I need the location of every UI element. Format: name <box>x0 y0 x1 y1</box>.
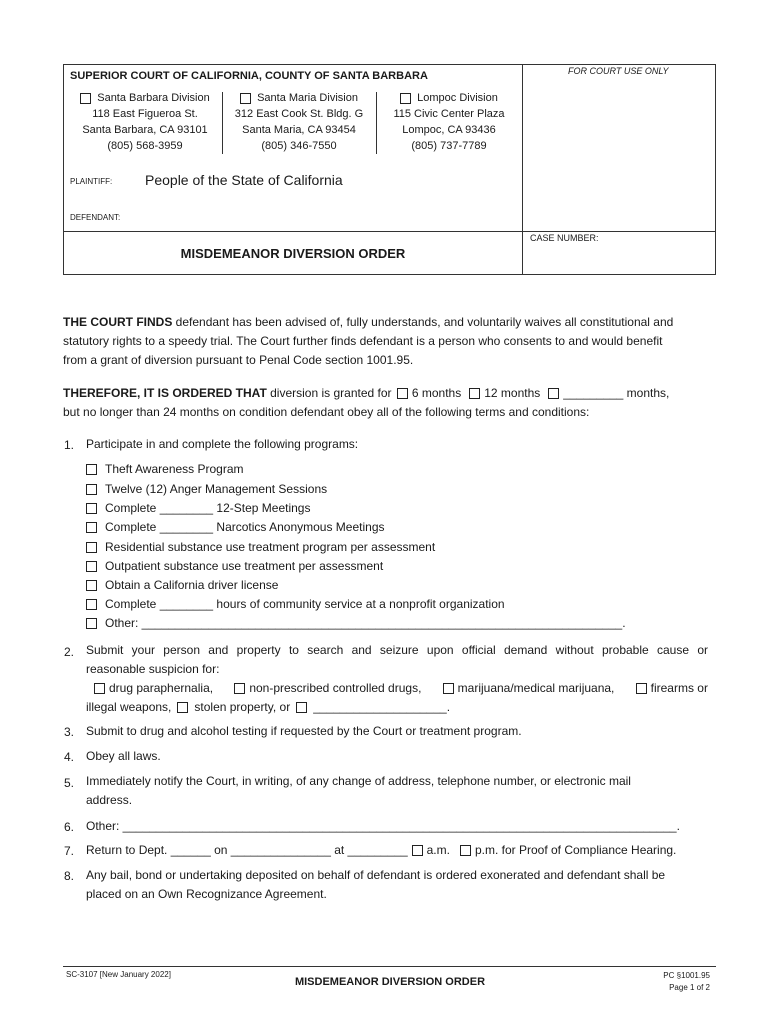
condition-4-text: Obey all laws. <box>86 749 161 763</box>
other-search-checkbox[interactable] <box>296 702 307 713</box>
program-checkbox[interactable] <box>86 542 97 553</box>
court-use-divider <box>522 64 523 275</box>
case-number-field[interactable] <box>530 246 710 270</box>
condition-1-number: 1. <box>64 438 75 452</box>
program-checkbox[interactable] <box>86 561 97 572</box>
program-checkbox[interactable] <box>86 618 97 629</box>
program-checkbox[interactable] <box>86 599 97 610</box>
court-title: SUPERIOR COURT OF CALIFORNIA, COUNTY OF SANTA BARBARA <box>70 70 428 82</box>
program-outpatient-treatment: Outpatient substance use treatment per assessment <box>86 559 383 573</box>
program-anger-management: Twelve (12) Anger Management Sessions <box>86 482 327 496</box>
santa-barbara-checkbox[interactable] <box>80 93 91 104</box>
six-months-checkbox[interactable] <box>397 388 408 399</box>
form-title: MISDEMEANOR DIVERSION ORDER <box>180 246 406 261</box>
condition-7-text: Return to Dept. ______ on _______________ at _________ a.m. p.m. for Proof of Compliance Hearing. <box>86 843 677 857</box>
case-number-label: CASE NUMBER: <box>530 233 599 243</box>
controlled-drugs-checkbox[interactable] <box>234 683 245 694</box>
court-use-label: FOR COURT USE ONLY <box>568 66 669 76</box>
program-checkbox[interactable] <box>86 464 97 475</box>
marijuana-checkbox[interactable] <box>443 683 454 694</box>
header-line <box>63 64 523 65</box>
custom-months-checkbox[interactable] <box>548 388 559 399</box>
division-divider-1 <box>222 92 223 154</box>
title-row-divider <box>63 231 716 232</box>
plaintiff-label: PLAINTIFF: <box>70 177 113 186</box>
program-checkbox[interactable] <box>86 522 97 533</box>
condition-2-number: 2. <box>64 645 75 659</box>
findings-paragraph: THE COURT FINDS defendant has been advised of, fully understands, and voluntarily waives all constitutional and statutory rights to a speedy trial. The Court further finds defendant is a person who consents to and would benefit from a grant of diversion pursuant to Penal Code section 1001.95. <box>63 315 674 367</box>
am-checkbox[interactable] <box>412 845 423 856</box>
program-12-step: Complete ________ 12-Step Meetings <box>86 501 310 515</box>
program-checkbox[interactable] <box>86 484 97 495</box>
program-checkbox[interactable] <box>86 580 97 591</box>
twelve-months-checkbox[interactable] <box>469 388 480 399</box>
santa-maria-checkbox[interactable] <box>240 93 251 104</box>
condition-2-text: Submit your person and property to search and seizure upon official demand without probable cause or reasonable suspicion for: drug paraphernalia, non-prescribed controlled drugs, marijuana/medical marijuana, firearms or illegal weapons, stolen property, or ____________________. <box>86 643 708 714</box>
division-lompoc: Lompoc Division 115 Civic Center Plaza Lompoc, CA 93436 (805) 737-7789 <box>393 92 505 152</box>
condition-5-text: Immediately notify the Court, in writing, of any change of address, telephone number, or electronic mail address. <box>86 774 631 807</box>
program-theft-awareness: Theft Awareness Program <box>86 462 244 476</box>
condition-3-number: 3. <box>64 725 75 739</box>
program-community-service: Complete ________ hours of community service at a nonprofit organization <box>86 597 505 611</box>
footer-form-id: SC-3107 [New January 2022] <box>66 970 171 979</box>
plaintiff-value[interactable]: People of the State of California <box>145 172 343 188</box>
pm-checkbox[interactable] <box>460 845 471 856</box>
condition-7-number: 7. <box>64 844 75 858</box>
footer-title: MISDEMEANOR DIVERSION ORDER <box>294 976 486 988</box>
division-divider-2 <box>376 92 377 154</box>
paraphernalia-checkbox[interactable] <box>94 683 105 694</box>
program-driver-license: Obtain a California driver license <box>86 578 278 592</box>
condition-8-text: Any bail, bond or undertaking deposited on behalf of defendant is ordered exonerated and defendant shall be placed on an Own Recognizance Agreement. <box>86 868 666 901</box>
program-checkbox[interactable] <box>86 503 97 514</box>
condition-6-number: 6. <box>64 820 75 834</box>
footer-code: PC §1001.95 Page 1 of 2 <box>663 971 710 992</box>
condition-6-text: Other: ___________________________________________________________________________________. <box>86 819 680 833</box>
defendant-field[interactable] <box>130 210 515 226</box>
condition-5-number: 5. <box>64 776 75 790</box>
firearms-checkbox[interactable] <box>636 683 647 694</box>
program-residential-treatment: Residential substance use treatment program per assessment <box>86 540 435 554</box>
footer-rule <box>63 966 716 967</box>
program-narcotics-anonymous: Complete ________ Narcotics Anonymous Meetings <box>86 520 385 534</box>
program-other: Other: ________________________________________________________________________. <box>86 616 626 630</box>
defendant-label: DEFENDANT: <box>70 213 121 222</box>
order-paragraph: THEREFORE, IT IS ORDERED THAT diversion is granted for 6 months 12 months _________ months, but no longer than 24 months on condition defendant obey all of the following terms and conditions: <box>63 386 670 419</box>
stolen-property-checkbox[interactable] <box>177 702 188 713</box>
division-santa-maria: Santa Maria Division 312 East Cook St. Bldg. G Santa Maria, CA 93454 (805) 346-7550 <box>234 92 364 152</box>
lompoc-checkbox[interactable] <box>400 93 411 104</box>
condition-8-number: 8. <box>64 869 75 883</box>
division-santa-barbara: Santa Barbara Division 118 East Figueroa St. Santa Barbara, CA 93101 (805) 568-3959 <box>70 90 220 154</box>
condition-4-number: 4. <box>64 750 75 764</box>
condition-3-text: Submit to drug and alcohol testing if requested by the Court or treatment program. <box>86 724 522 738</box>
condition-1-text: Participate in and complete the following programs: <box>86 437 359 451</box>
